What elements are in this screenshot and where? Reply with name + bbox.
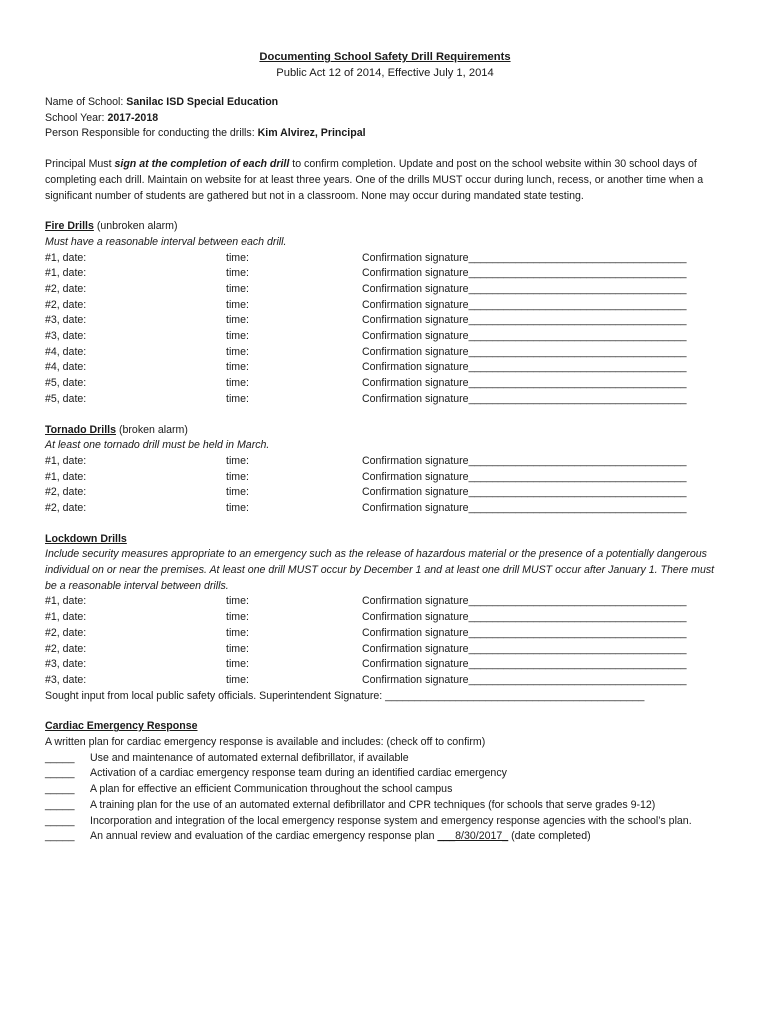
confirmation-signature-line[interactable]: Confirmation signature_____________________________________: [362, 454, 687, 467]
school-year-value: 2017-2018: [107, 111, 159, 124]
confirmation-signature-line[interactable]: Confirmation signature_____________________________________: [362, 298, 687, 311]
checklist-item-text: A training plan for the use of an automated external defibrillator and CPR techniques (for schools that serve grades 9-12): [90, 798, 656, 811]
intro-paragraph: [45, 157, 725, 204]
drill-time-label: time:: [226, 454, 249, 467]
document-title: Documenting School Safety Drill Requirements: [259, 51, 511, 63]
drill-row: [45, 329, 725, 345]
checklist-item-annual-review: [45, 829, 725, 845]
fire-drills-note: Must have a reasonable interval between each drill.: [45, 235, 287, 248]
checkoff-blank[interactable]: _____: [45, 798, 75, 811]
drill-row: [45, 485, 725, 501]
responsible-person-value: Kim Alvirez, Principal: [257, 127, 366, 140]
drill-row: [45, 266, 725, 282]
confirmation-signature-line[interactable]: Confirmation signature_____________________________________: [362, 283, 687, 295]
fire-drills-title-note: (unbroken alarm): [93, 220, 178, 233]
drill-date-label: #2, date:: [45, 486, 87, 499]
drill-row: [45, 282, 725, 298]
drill-row: [45, 345, 725, 361]
cardiac-response-title: Cardiac Emergency Response: [45, 720, 198, 733]
drill-row: [45, 626, 725, 642]
checklist-item: [45, 798, 725, 814]
confirmation-signature-line[interactable]: Confirmation signature_____________________________________: [362, 314, 687, 327]
drill-date-label: #1, date:: [45, 251, 87, 264]
checklist-item: [45, 766, 725, 782]
drill-date-label: #1, date:: [45, 611, 87, 624]
drill-time-label: time:: [226, 314, 249, 327]
drill-time-label: time:: [226, 361, 249, 374]
drill-row: [45, 610, 725, 626]
tornado-drills-heading: [45, 423, 725, 439]
intro-text-c: to confirm completion. Update and post on the school website within 30 school days of completing each drill. Maintain on website for at least three years. One of the drills MUST occur during lunch, recess, or another time when a significant number of students are gathered but not in a classroom. None may occur during mandated state testing.: [45, 158, 704, 202]
intro-text-emphasis: sign at the completion of each drill: [114, 158, 290, 171]
fire-drills-heading: [45, 219, 725, 235]
checklist-item-text: Incorporation and integration of the local emergency response system and emergency response agencies with the school’s plan.: [90, 814, 692, 827]
drill-time-label: time:: [226, 595, 249, 608]
drill-date-label: #4, date:: [45, 345, 87, 358]
superintendent-signature-line[interactable]: Sought input from local public safety officials. Superintendent Signature: ____________________________________________: [45, 689, 645, 702]
confirmation-signature-line[interactable]: Confirmation signature_____________________________________: [362, 361, 687, 374]
drill-date-label: #1, date:: [45, 267, 87, 280]
drill-row: [45, 594, 725, 610]
intro-text-a: Principal Must: [45, 158, 115, 171]
drill-date-label: #2, date:: [45, 283, 87, 295]
drill-date-label: #1, date:: [45, 595, 87, 608]
drill-row: [45, 376, 725, 392]
tornado-drills-title: Tornado Drills: [45, 423, 117, 436]
school-name-value: Sanilac ISD Special Education: [126, 96, 279, 108]
checklist-item-text: An annual review and evaluation of the cardiac emergency response plan: [90, 830, 438, 843]
document-subtitle: Public Act 12 of 2014, Effective July 1, 2014: [276, 67, 494, 79]
confirmation-signature-line[interactable]: Confirmation signature_____________________________________: [362, 501, 687, 514]
tornado-drills-note: At least one tornado drill must be held in March.: [45, 439, 270, 452]
responsible-person-label: Person Responsible for conducting the drills:: [45, 127, 258, 140]
responsible-person-line: [45, 126, 725, 142]
drill-row: [45, 392, 725, 408]
drill-row: [45, 251, 725, 267]
drill-date-label: #2, date:: [45, 298, 87, 311]
confirmation-signature-line[interactable]: Confirmation signature_____________________________________: [362, 611, 687, 624]
drill-row: [45, 298, 725, 314]
drill-time-label: time:: [226, 501, 249, 514]
drill-row: [45, 313, 725, 329]
confirmation-signature-line[interactable]: Confirmation signature_____________________________________: [362, 267, 687, 280]
drill-date-label: #5, date:: [45, 377, 87, 390]
confirmation-signature-line[interactable]: Confirmation signature_____________________________________: [362, 658, 687, 671]
confirmation-signature-line[interactable]: Confirmation signature_____________________________________: [362, 486, 687, 499]
checklist-item-text: Activation of a cardiac emergency response team during an identified cardiac emergency: [90, 767, 507, 780]
drill-time-label: time:: [226, 470, 249, 483]
drill-time-label: time:: [226, 611, 249, 624]
drill-time-label: time:: [226, 392, 249, 405]
drill-row: [45, 454, 725, 470]
confirmation-signature-line[interactable]: Confirmation signature_____________________________________: [362, 330, 687, 343]
drill-time-label: time:: [226, 330, 249, 343]
checklist-item: [45, 751, 725, 767]
drill-date-label: #3, date:: [45, 673, 87, 686]
checkoff-blank[interactable]: _____: [45, 751, 75, 764]
drill-date-label: #3, date:: [45, 330, 87, 343]
drill-row: [45, 470, 725, 486]
date-completed-field[interactable]: ___8/30/2017_: [437, 830, 509, 843]
tornado-drills-rows: [45, 454, 725, 517]
confirmation-signature-line[interactable]: Confirmation signature_____________________________________: [362, 626, 687, 639]
fire-drills-rows: [45, 251, 725, 408]
drill-date-label: #2, date:: [45, 642, 87, 655]
drill-date-label: #2, date:: [45, 626, 87, 639]
confirmation-signature-line[interactable]: Confirmation signature_____________________________________: [362, 673, 687, 686]
confirmation-signature-line[interactable]: Confirmation signature_____________________________________: [362, 595, 687, 608]
cardiac-response-intro: A written plan for cardiac emergency response is available and includes: (check off to confirm): [45, 736, 486, 748]
confirmation-signature-line[interactable]: Confirmation signature_____________________________________: [362, 377, 687, 390]
drill-row: [45, 642, 725, 658]
school-year-line: [45, 111, 725, 127]
lockdown-drills-title: Lockdown Drills: [45, 532, 127, 545]
date-completed-label: (date completed): [508, 830, 591, 843]
drill-row: [45, 360, 725, 376]
drill-date-label: #5, date:: [45, 392, 87, 405]
drill-time-label: time:: [226, 486, 249, 499]
document-body: [45, 49, 725, 845]
lockdown-drills-rows: [45, 594, 725, 688]
drill-time-label: time:: [226, 283, 249, 295]
checklist-item-text: Use and maintenance of automated external defibrillator, if available: [90, 751, 409, 764]
drill-date-label: #3, date:: [45, 658, 87, 671]
drill-date-label: #1, date:: [45, 470, 87, 483]
confirmation-signature-line[interactable]: Confirmation signature_____________________________________: [362, 251, 687, 264]
drill-date-label: #3, date:: [45, 314, 87, 327]
tornado-drills-title-note: (broken alarm): [116, 423, 188, 436]
confirmation-signature-line[interactable]: Confirmation signature_____________________________________: [362, 392, 687, 405]
drill-time-label: time:: [226, 673, 249, 686]
drill-time-label: time:: [226, 377, 249, 390]
drill-date-label: #4, date:: [45, 361, 87, 374]
lockdown-drills-note: Include security measures appropriate to an emergency such as the release of hazardous material or the presence of a potentially dangerous individual on or near the premises. At least one drill MUST occur by December 1 and at least one drill MUST occur after January 1. There must be a reasonable interval between drills.: [45, 548, 715, 592]
checklist-item-text: A plan for effective an efficient Communication throughout the school campus: [90, 783, 453, 796]
checkoff-blank[interactable]: _____: [45, 767, 75, 780]
drill-row: [45, 673, 725, 689]
drill-time-label: time:: [226, 267, 249, 280]
checkoff-blank[interactable]: _____: [45, 783, 75, 796]
checkoff-blank[interactable]: _____: [45, 830, 75, 843]
checkoff-blank[interactable]: _____: [45, 814, 75, 827]
confirmation-signature-line[interactable]: Confirmation signature_____________________________________: [362, 470, 687, 483]
drill-row: [45, 657, 725, 673]
drill-date-label: #2, date:: [45, 501, 87, 514]
confirmation-signature-line[interactable]: Confirmation signature_____________________________________: [362, 642, 687, 655]
drill-time-label: time:: [226, 658, 249, 671]
checklist-item: [45, 814, 725, 830]
school-name-label: Name of School:: [45, 96, 127, 108]
drill-date-label: #1, date:: [45, 454, 87, 467]
school-year-label: School Year:: [45, 111, 108, 124]
drill-time-label: time:: [226, 345, 249, 358]
drill-row: [45, 501, 725, 517]
cardiac-checklist: [45, 751, 725, 845]
drill-time-label: time:: [226, 251, 249, 264]
drill-time-label: time:: [226, 642, 249, 655]
school-name-line: [45, 95, 725, 111]
fire-drills-title: Fire Drills: [45, 220, 94, 233]
drill-time-label: time:: [226, 298, 249, 311]
confirmation-signature-line[interactable]: Confirmation signature_____________________________________: [362, 345, 687, 358]
drill-time-label: time:: [226, 626, 249, 639]
checklist-item: [45, 782, 725, 798]
